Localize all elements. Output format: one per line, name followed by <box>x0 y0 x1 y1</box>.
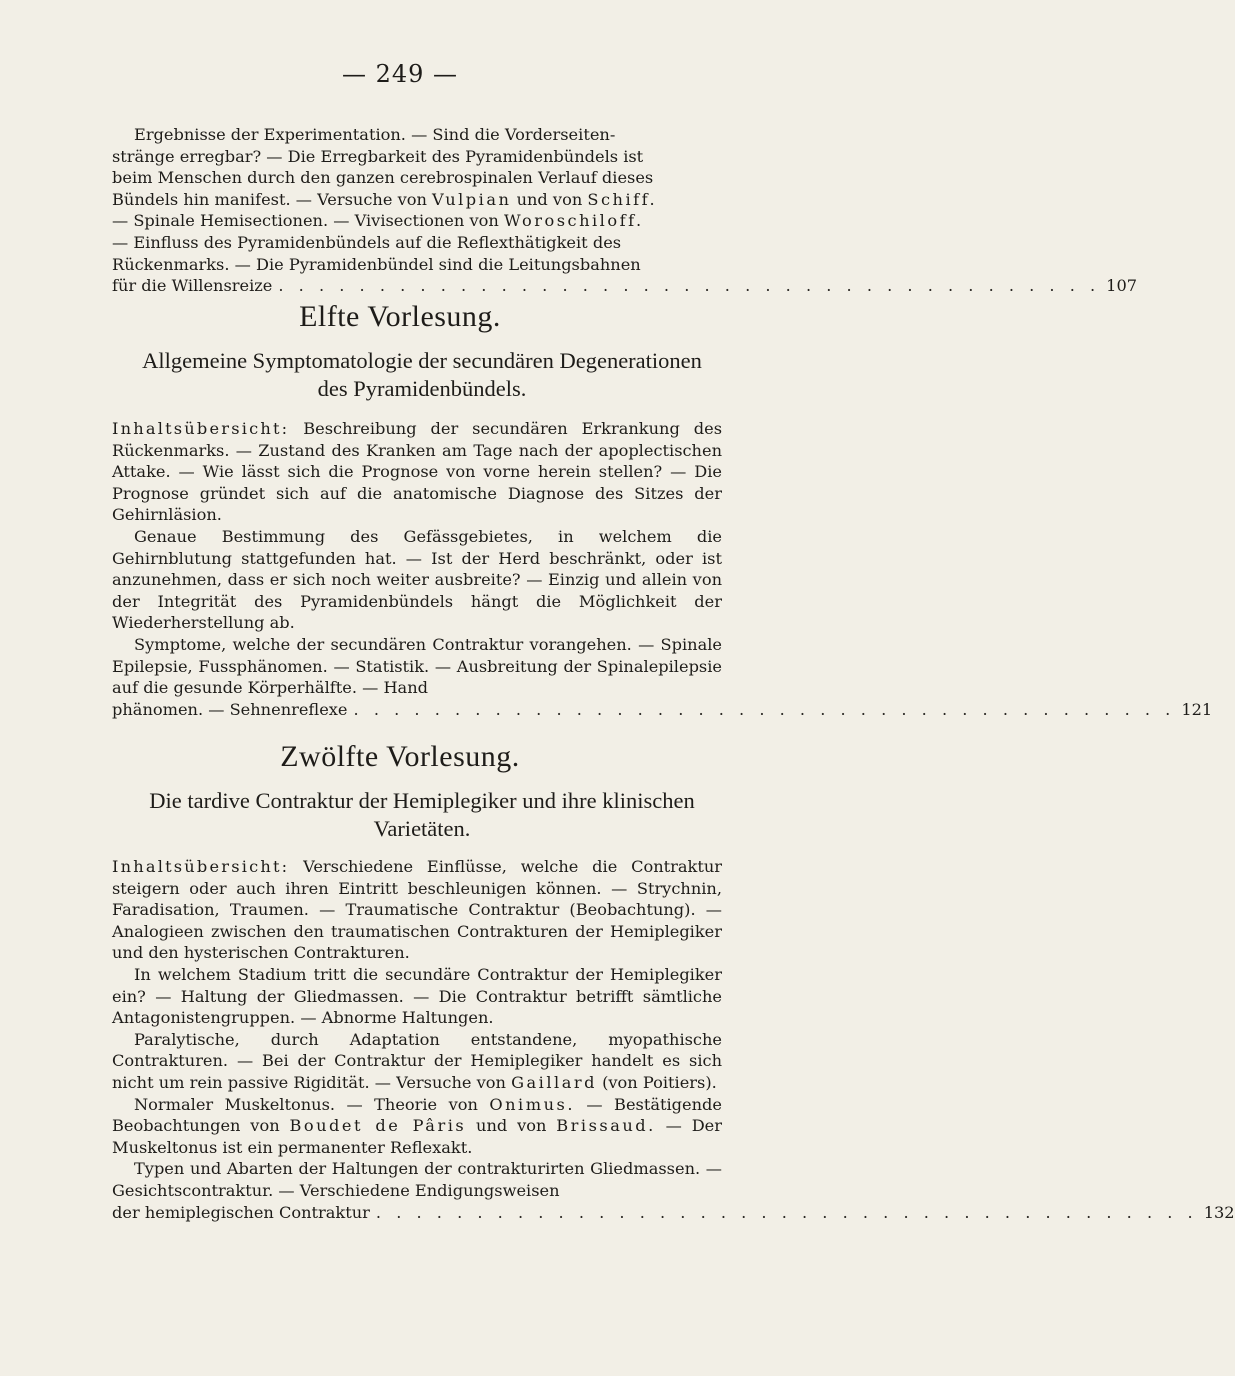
summary-label: Inhaltsübersicht: <box>112 857 290 876</box>
toc-entry-132: der hemiplegischen Contraktur . . . . . . . . . . . . . . . . . . . . . . . . . . . . . . . . . . . . . . . . . 132 <box>112 1202 1235 1222</box>
author-name: Boudet de Pâris <box>289 1116 467 1136</box>
author-name: Brissaud. <box>556 1116 656 1136</box>
lecture-11-subtitle: Allgemeine Symptomatologie der secundären Degenerationen des Pyramidenbündels. <box>142 348 702 401</box>
page-ref: 121 <box>1181 699 1213 719</box>
leader-dots: . . . . . . . . . . . . . . . . . . . . . . . . . . . . . . . . . . . . . . . . . <box>375 1202 1198 1222</box>
author-name: Woroschiloff. <box>503 211 644 231</box>
page-ref: 132 <box>1203 1202 1235 1222</box>
lecture-12-subtitle: Die tardive Contraktur der Hemiplegiker und ihre klinischen Varietäten. <box>149 788 695 841</box>
toc-entry-107: für die Willensreize . . . . . . . . . . . . . . . . . . . . . . . . . . . . . . . . . . . . . . . . . 107 <box>112 276 1138 296</box>
toc-entry-121: phänomen. — Sehnenreflexe . . . . . . . . . . . . . . . . . . . . . . . . . . . . . . . . . . . . . . . . . 121 <box>112 699 1213 719</box>
summary-label: Inhaltsübersicht: <box>112 419 290 438</box>
summary-paragraph: Genaue Bestimmung des Gefässgebietes, in welchem die Gehirnblutung stattgefunden hat. — Ist der Herd beschränkt, oder ist anzunehmen, dass er sich noch weiter ausbreite? — Einzig und allein von der Integrität des Pyramidenbündels hängt die Möglichkeit der Wiederherstellung ab. <box>112 526 722 633</box>
summary-paragraph: Typen und Abarten der Haltungen der contrakturirten Gliedmassen. — Gesichtscontraktur. — Verschiedene Endigungsweisen <box>112 1159 722 1200</box>
author-name: Vulpian <box>432 189 512 209</box>
leader-dots: . . . . . . . . . . . . . . . . . . . . . . . . . . . . . . . . . . . . . . . . . <box>353 699 1176 719</box>
intro-line: Rückenmarks. — Die Pyramidenbündel sind die Leitungsbahnen <box>112 254 641 274</box>
leader-dots: . . . . . . . . . . . . . . . . . . . . . . . . . . . . . . . . . . . . . . . . . <box>278 276 1101 296</box>
page-ref: 107 <box>1106 276 1138 296</box>
summary-paragraph: Inhaltsübersicht: Verschiedene Einflüsse, welche die Contraktur steigern oder auch ihren Eintritt beschleunigen können. — Strychnin, Faradisation, Traumen. — Traumatische Contraktur (Beobachtung). — Analogieen zwischen den traumatischen Contrakturen der Hemiplegiker und den hysterischen Contrakturen. <box>112 857 722 963</box>
summary-paragraph: In welchem Stadium tritt die secundäre Contraktur der Hemiplegiker ein? — Haltung der Gliedmassen. — Die Contraktur betrifft sämtliche Antagonistengruppen. — Abnorme Haltungen. <box>112 964 722 1028</box>
author-name: Onimus. <box>489 1094 575 1114</box>
lecture-12-title: Zwölfte Vorlesung. <box>280 740 520 773</box>
page-number: — 249 — <box>341 60 459 88</box>
intro-line: Bündels hin manifest. — Versuche von Vulpian und von Schiff. <box>112 189 658 209</box>
intro-line: Ergebnisse der Experimentation. — Sind die Vorderseiten- <box>134 125 616 144</box>
summary-paragraph: Paralytische, durch Adaptation entstandene, myopathische Contrakturen. — Bei der Contraktur der Hemiplegiker handelt es sich nicht um rein passive Rigidität. — Versuche von Gaillard (von Poitiers). <box>112 1029 722 1092</box>
author-name: Gaillard <box>511 1072 597 1092</box>
summary-paragraph: Symptome, welche der secundären Contraktur vorangehen. — Spinale Epilepsie, Fussphänomen. — Statistik. — Ausbreitung der Spinalepilepsie auf die gesunde Körperhälfte. — Hand <box>112 634 722 698</box>
intro-line: — Spinale Hemisectionen. — Vivisectionen von Woroschiloff. <box>112 211 644 231</box>
lecture-11-summary <box>112 418 1213 720</box>
intro-line: stränge erregbar? — Die Erregbarkeit des Pyramidenbündels ist <box>112 146 644 166</box>
intro-line: beim Menschen durch den ganzen cerebrospinalen Verlauf dieses <box>112 168 654 188</box>
summary-paragraph: Normaler Muskeltonus. — Theorie von Onimus. — Bestätigende Beobachtungen von Boudet de Pâris und von Brissaud. — Der Muskeltonus ist ein permanenter Reflexakt. <box>112 1094 722 1157</box>
intro-line: — Einfluss des Pyramidenbündels auf die Reflexthätigkeit des <box>112 232 622 252</box>
intro-summary <box>112 124 1138 297</box>
author-name: Schiff. <box>587 189 658 209</box>
summary-paragraph: Inhaltsübersicht: Beschreibung der secundären Erkrankung des Rückenmarks. — Zustand des Kranken am Tage nach der apoplectischen Attake. — Wie lässt sich die Prognose von vorne herein stellen? — Die Prognose gründet sich auf die anatomische Diagnose des Sitzes der Gehirnläsion. <box>112 419 722 525</box>
lecture-12-summary <box>112 856 1235 1223</box>
lecture-11-title: Elfte Vorlesung. <box>299 300 501 333</box>
